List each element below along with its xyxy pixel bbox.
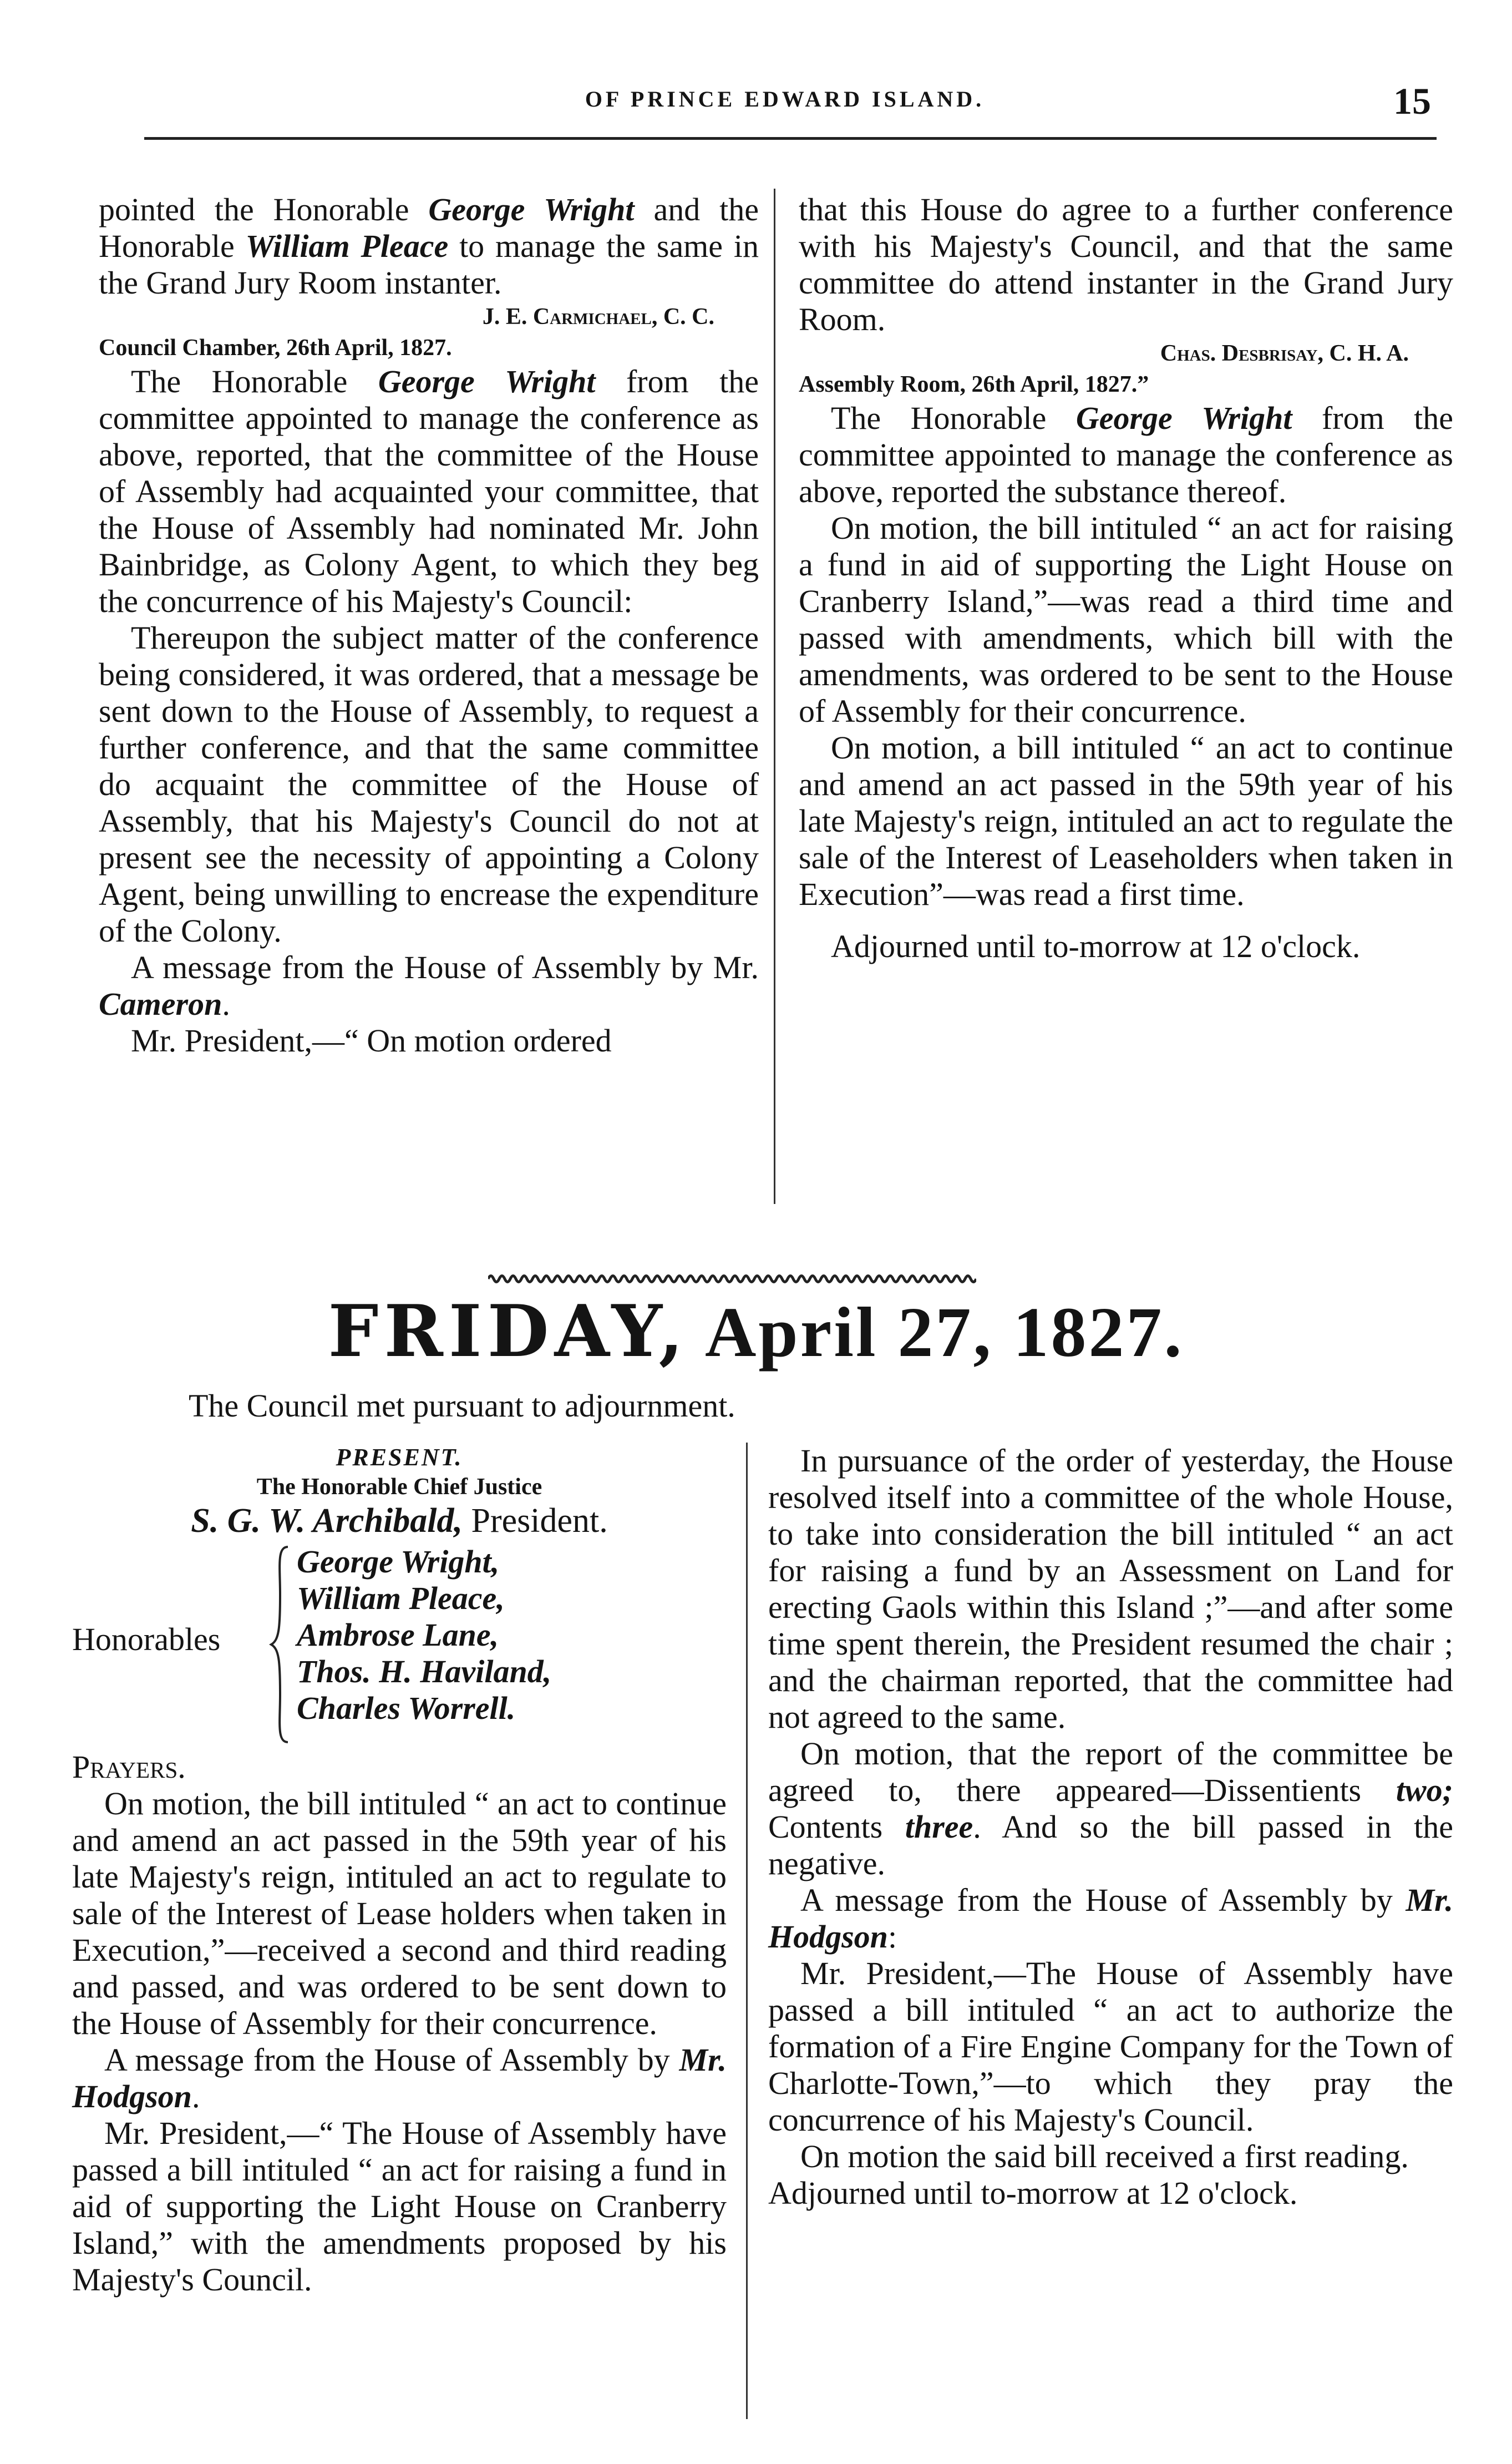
paragraph: On motion, that the report of the committee be agreed to, there appeared—Dissentients two; Contents three. And so the bill passed in the negative. bbox=[768, 1736, 1453, 1881]
curly-brace-icon bbox=[269, 1545, 291, 1744]
chief-justice-line: The Honorable Chief Justice bbox=[256, 1474, 542, 1500]
paragraph: that this House do agree to a further conference with his Majesty's Council, and that the same committee do attend instanter in the Grand Jury Room. bbox=[799, 191, 1453, 337]
person-name: George Wright bbox=[378, 363, 596, 399]
top-left-column bbox=[99, 191, 759, 1223]
top-right-column bbox=[799, 191, 1453, 1135]
honorable-member: Charles Worrell. bbox=[297, 1690, 516, 1726]
person-name: Cameron bbox=[99, 986, 222, 1022]
header-rule bbox=[144, 137, 1437, 140]
paragraph: Mr. President,—“ On motion ordered bbox=[131, 1023, 612, 1059]
person-name: George Wright bbox=[428, 191, 635, 227]
honorable-member: George Wright, bbox=[297, 1544, 500, 1580]
paragraph: On motion, the bill intituled “ an act for raising a fund in aid of supporting the Light House on Cranberry Island,”—was read a third time and passed with amendments, which bill with the amendments, was ordered to be sent to the House of Assembly for their concurrence. bbox=[799, 510, 1453, 729]
heading-date: April 27, 1827. bbox=[704, 1293, 1184, 1372]
honorables-list bbox=[72, 1544, 727, 1749]
present-heading: PRESENT. bbox=[336, 1444, 463, 1471]
count-word: two; bbox=[1396, 1772, 1453, 1808]
paragraph: In pursuance of the order of yesterday, the House resolved itself into a committee of the whole House, to take into consideration the bill intituled “ an act for raising a fund by an Assessment on Land for erecting Gaols within this Island ;”—and after some time spent therein, the President resumed the chair ; and the chairman reported, that the committee had not agreed to the same. bbox=[768, 1443, 1453, 1735]
page-header bbox=[133, 80, 1437, 136]
section-subtitle: The Council met pursuant to adjournment. bbox=[189, 1388, 735, 1424]
person-name: Mr. Hodgson bbox=[72, 2042, 727, 2114]
president-name: S. G. W. Archibald, bbox=[191, 1502, 463, 1540]
ornamental-rule bbox=[488, 1271, 976, 1287]
page-number: 15 bbox=[1393, 80, 1431, 122]
paragraph: Mr. President,—“ The House of Assembly have passed a bill intituled “ an act for raising a fund in aid of supporting the Light House on Cranberry Island,” with the amendments proposed by his Majesty's Council. bbox=[72, 2115, 727, 2298]
paragraph: A message from the House of Assembly by Mr. Cameron. bbox=[99, 949, 759, 1022]
honorables-label: Honorables bbox=[72, 1621, 221, 1657]
signature: Chas. Desbrisay, C. H. A. bbox=[1160, 341, 1409, 366]
column-divider bbox=[774, 189, 775, 1204]
place-date: Assembly Room, 26th April, 1827.” bbox=[799, 372, 1149, 397]
paragraph: The Honorable George Wright from the committee appointed to manage the conference as above, reported, that the committee of the House of Assembly had acquainted your committee, that the House of Assembly had nominated Mr. John Bainbridge, as Colony Agent, to which they beg the concurrence of his Majesty's Council: bbox=[99, 363, 759, 619]
heading-day: FRIDAY, bbox=[328, 1290, 689, 1373]
column-divider bbox=[746, 1443, 748, 2419]
bottom-right-column bbox=[768, 1443, 1453, 2430]
signature: J. E. Carmichael, C. C. bbox=[482, 304, 714, 330]
paragraph: On motion, a bill intituled “ an act to continue and amend an act passed in the 59th year of his late Majesty's reign, intituled an act to regulate the sale of the Interest of Leaseholders when taken in Execution”—was read a first time. bbox=[799, 730, 1453, 912]
prayers-heading: Prayers. bbox=[72, 1749, 186, 1785]
paragraph: On motion, the bill intituled “ an act to continue and amend an act passed in the 59th year of his late Majesty's reign, intituled an act to regulate to sale of the Interest of Lease holders when taken in Execution,”—received a second and third reading and passed, and was ordered to be sent down to the House of Assembly for their concurrence. bbox=[72, 1785, 727, 2041]
person-name: George Wright bbox=[1075, 400, 1292, 436]
paragraph: Adjourned until to-morrow at 12 o'clock. bbox=[768, 2175, 1298, 2211]
section-heading bbox=[0, 1290, 1512, 1373]
honorable-member: Thos. H. Haviland, bbox=[297, 1653, 552, 1689]
honorable-member: Ambrose Lane, bbox=[297, 1617, 499, 1653]
paragraph: Adjourned until to-morrow at 12 o'clock. bbox=[831, 928, 1361, 964]
paragraph: pointed the Honorable George Wright and the Honorable William Pleace to manage the same in the Grand Jury Room instanter. bbox=[99, 191, 759, 301]
paragraph: On motion the said bill received a first reading. bbox=[800, 2138, 1409, 2174]
running-head: OF PRINCE EDWARD ISLAND. bbox=[585, 87, 985, 112]
wavy-rule-icon bbox=[488, 1271, 976, 1287]
person-name: William Pleace bbox=[245, 228, 449, 264]
paragraph: Mr. President,—The House of Assembly have passed a bill intituled “ an act to authorize the formation of a Fire Engine Company for the Town of Charlotte-Town,”—to which they pray the concurrence of his Majesty's Council. bbox=[768, 1955, 1453, 2138]
person-name: Mr. Hodgson bbox=[768, 1882, 1453, 1955]
place-date: Council Chamber, 26th April, 1827. bbox=[99, 335, 452, 361]
paragraph: A message from the House of Assembly by Mr. Hodgson: bbox=[768, 1882, 1453, 1955]
count-word: three bbox=[905, 1809, 973, 1845]
honorable-member: William Pleace, bbox=[297, 1580, 505, 1616]
paragraph: A message from the House of Assembly by Mr. Hodgson. bbox=[72, 2042, 727, 2114]
paragraph: Thereupon the subject matter of the conference being considered, it was ordered, that a message be sent down to the House of Assembly, to request a further conference, and that the same committee do acquaint the committee of the House of Assembly, that his Majesty's Council do not at present see the necessity of appointing a Colony Agent, being unwilling to encrease the expenditure of the Colony. bbox=[99, 620, 759, 949]
president-line: S. G. W. Archibald, President. bbox=[191, 1502, 608, 1540]
paragraph: The Honorable George Wright from the committee appointed to manage the conference as above, reported the substance thereof. bbox=[799, 400, 1453, 509]
honorables-names bbox=[297, 1544, 551, 1727]
bottom-left-column bbox=[72, 1443, 727, 2430]
